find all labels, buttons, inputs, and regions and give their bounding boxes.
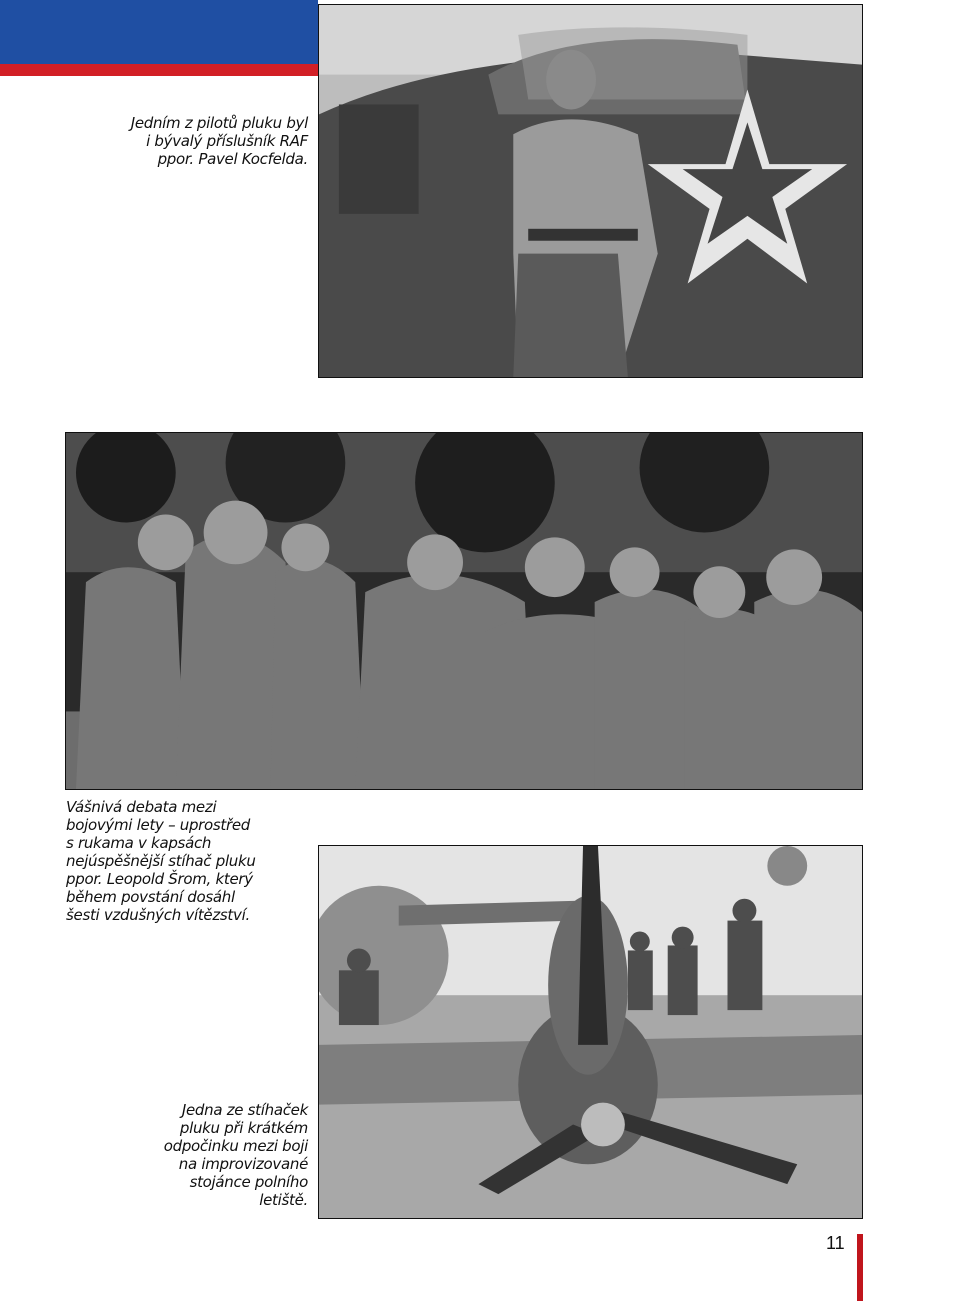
flag-stripe-red: [0, 64, 318, 76]
caption-line: bojovými lety – uprostřed: [66, 816, 251, 834]
caption-line: stojánce polního: [189, 1173, 308, 1191]
caption-line: Vášnivá debata mezi: [66, 798, 217, 816]
group-of-officers-photo: [65, 432, 863, 790]
fighter-plane-with-crew-photo: [318, 845, 863, 1219]
caption-line: Jedním z pilotů pluku byl: [130, 114, 308, 132]
caption-pilot-kocfelda: [131, 114, 308, 168]
caption-line: i bývalý příslušník RAF: [146, 132, 308, 150]
page-number-bar: [857, 1234, 863, 1301]
caption-line: nejúspěšnější stíhač pluku: [66, 852, 256, 870]
caption-line: ppor. Leopold Šrom, který: [66, 870, 253, 888]
page-number: 11: [826, 1233, 845, 1253]
caption-line: odpočinku mezi boji: [163, 1137, 308, 1155]
caption-line: pluku při krátkém: [179, 1119, 308, 1137]
caption-line: během povstání dosáhl: [66, 888, 235, 906]
caption-line: letiště.: [259, 1191, 308, 1209]
caption-line: ppor. Pavel Kocfelda.: [157, 150, 308, 168]
caption-line: šesti vzdušných vítězství.: [66, 906, 250, 924]
caption-line: na improvizované: [178, 1155, 308, 1173]
flag-stripe-blue: [0, 0, 318, 64]
caption-line: s rukama v kapsách: [66, 834, 212, 852]
caption-fighter-rest: [164, 1101, 308, 1209]
caption-line: Jedna ze stíhaček: [181, 1101, 308, 1119]
caption-debate-srom: [66, 798, 256, 924]
pilot-with-aircraft-photo: [318, 4, 863, 378]
